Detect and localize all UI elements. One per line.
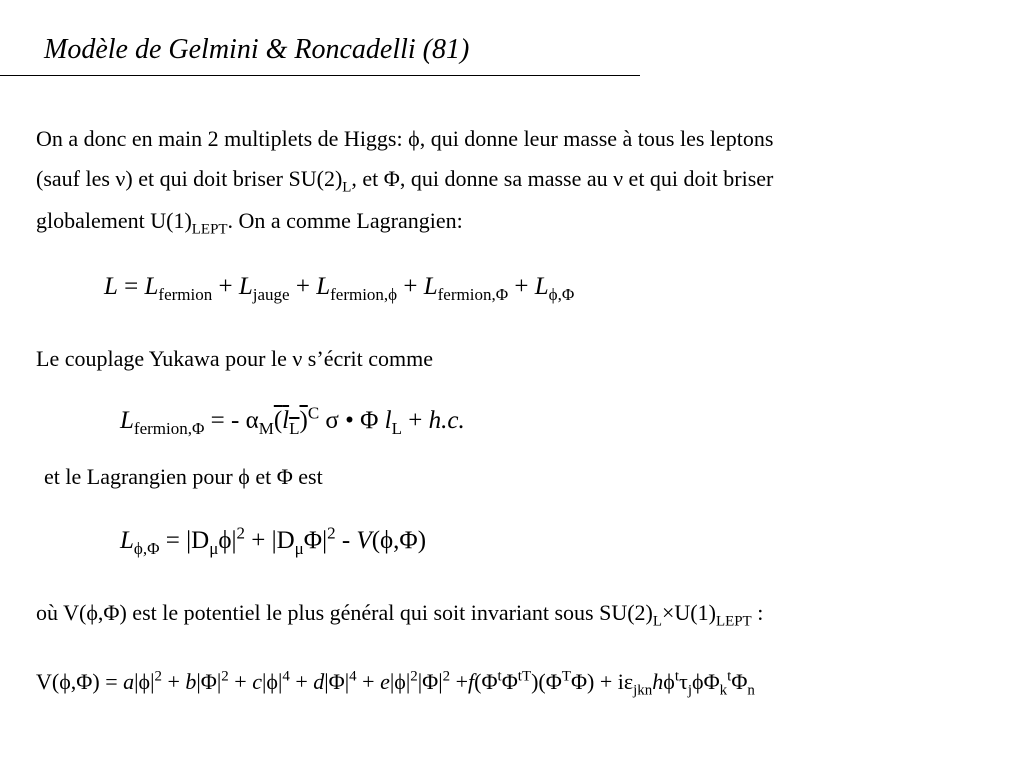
equation-potential: $V(\phi,\Phi) = a|\phi|^2 + b|\Phi|^2 + c|\phi|^4 + d|\Phi|^4 + e|\phi|^2|\Phi|^2 +f(\Phi^t\Phi^{tT})(\Phi^T\Phi) + i\varepsilon_{jkn}h\phi^t\tau_j\phi\Phi_k^t\Phi_n$ [36,668,755,699]
slide-title: Modèle de Gelmini & Roncadelli (81) [44,34,470,65]
potential-text: où V(ϕ,Φ) est le potentiel le plus général qui soit invariant sous $SU(2)_L\times U(1)_{LEPT}$ : [36,600,764,630]
intro-line-3: globalement $U(1)_{LEPT}$. On a comme Lagrangien: [36,208,463,238]
equation-scalar-lagrangian: $L_{\phi,\Phi} = |D_\mu\phi|^2 + |D_\mu\Phi|^2 - V(\phi,\Phi)$ [120,523,427,558]
equation-yukawa: $L_{fermion,\Phi}$ = - $\alpha_M(l_L)^C$ σ • Φ $l_L + h.c$. [120,403,465,438]
lagrangian-text: et le Lagrangien pour ϕ et Φ est [44,464,323,489]
equation-lagrangian: $L = L_{fermion} + L_{jauge} + L_{fermion,\phi} + L_{fermion,\Phi} + L_{\phi,\Phi}$ [104,273,575,304]
intro-line-2: (sauf les ν) et qui doit briser $SU(2)_L$, et Φ, qui donne sa masse au ν et qui doit briser [36,166,774,196]
intro-line-1: On a donc en main 2 multiplets de Higgs: ϕ, qui donne leur masse à tous les leptons [36,126,774,151]
title-underline [0,75,640,76]
yukawa-text: Le couplage Yukawa pour le ν s’écrit comme [36,346,434,371]
